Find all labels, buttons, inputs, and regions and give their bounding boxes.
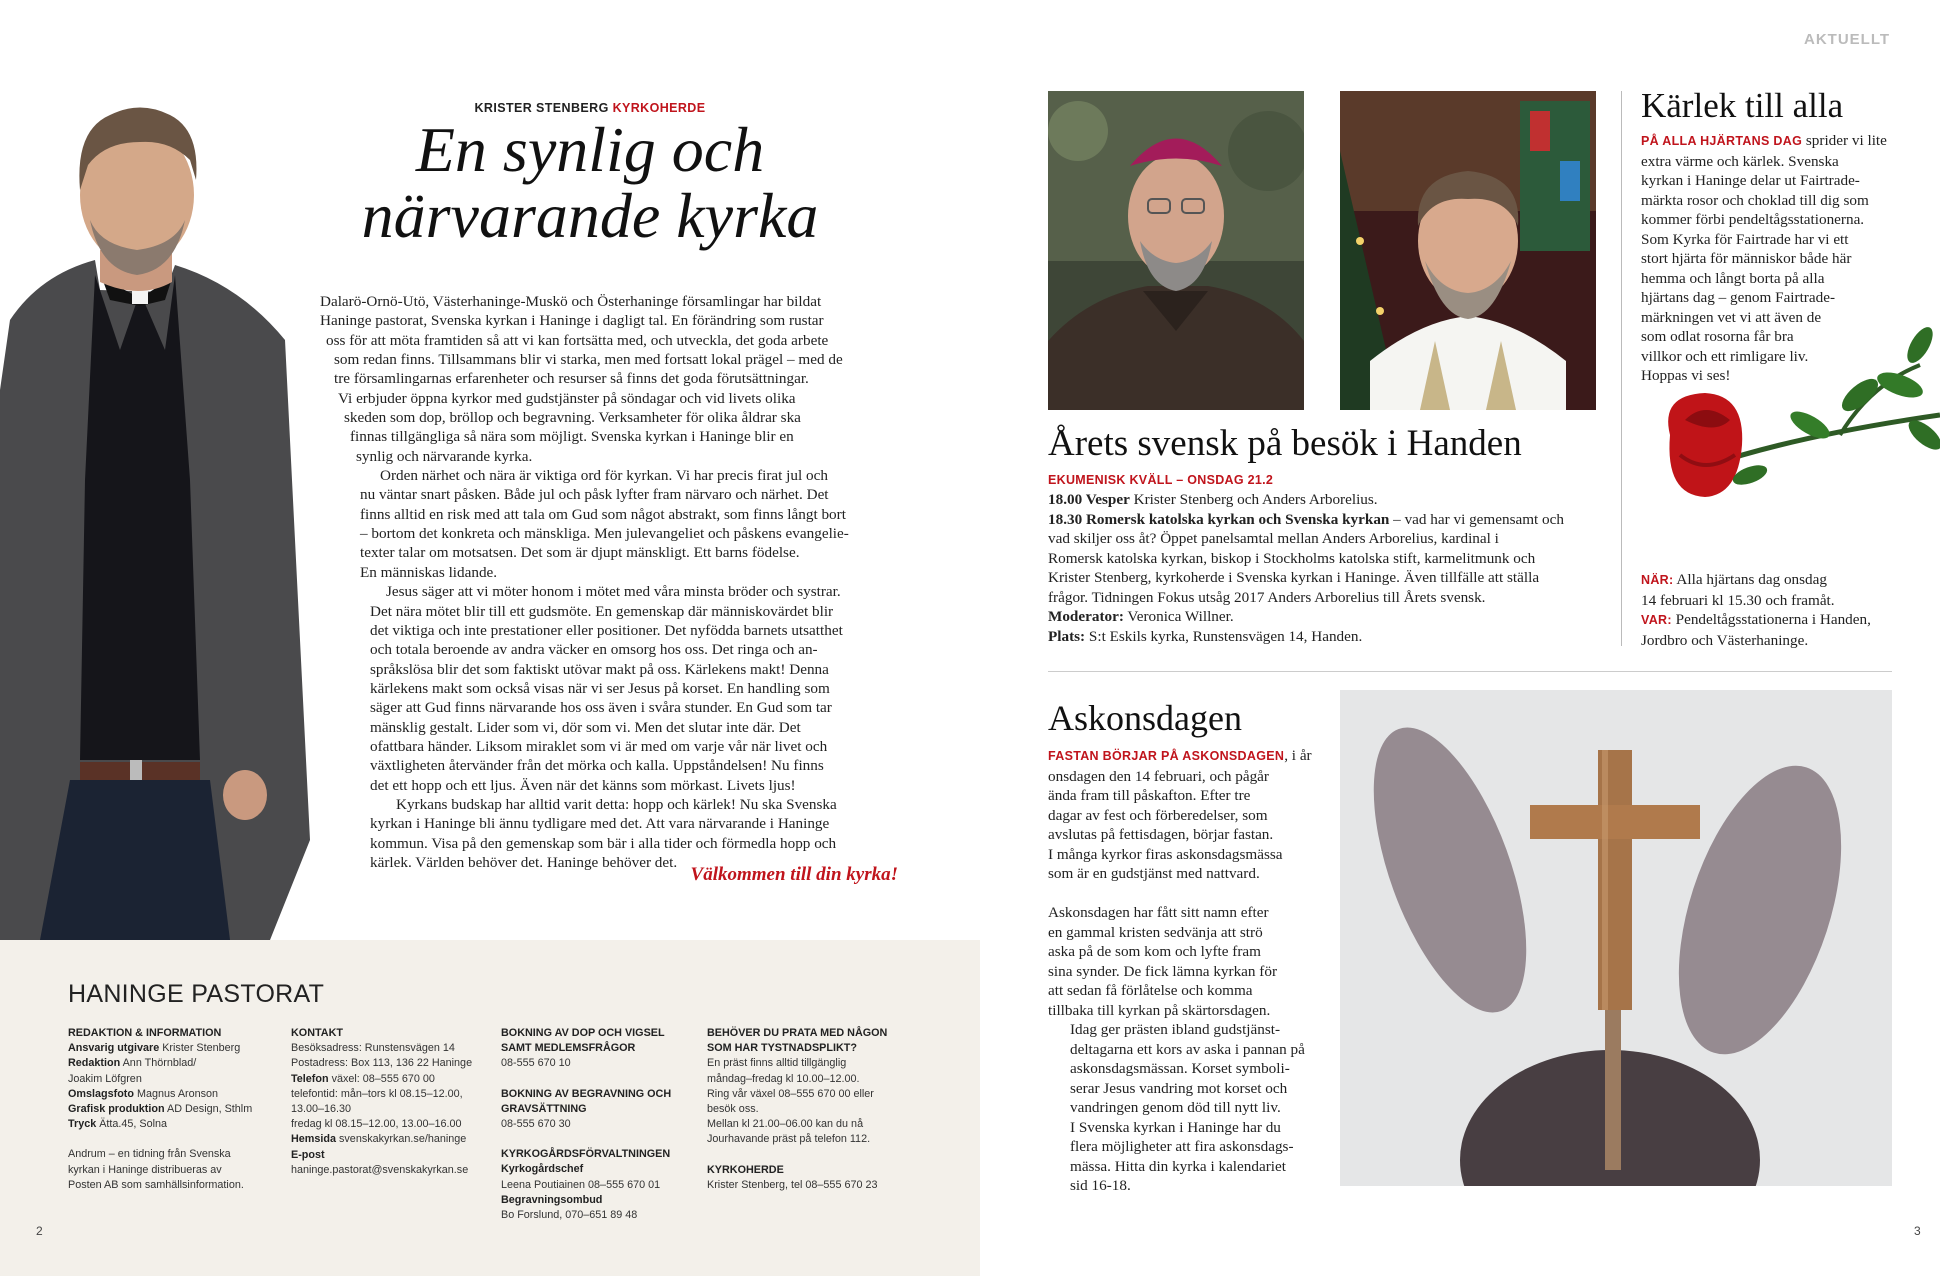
- body-line: nu väntar snart påsken. Både jul och påsk lyfter fram närvaro och närhet. Det: [360, 486, 829, 504]
- text-span: – vad har vi gemensamt och: [1389, 510, 1564, 528]
- masthead-col-redaktion: [68, 1026, 278, 1193]
- body-line: – bortom det konkreta och mänskliga. Men julevangeliet och påskens evangelie-: [360, 525, 849, 543]
- body-line: ända fram till påskafton. Efter tre: [1048, 787, 1251, 804]
- phone-hours: telefontid: mån–tors kl 08.15–12.00,: [291, 1087, 463, 1100]
- phone-hours: fredag kl 08.15–12.00, 13.00–16.00: [291, 1118, 462, 1131]
- closing-line: Välkommen till din kyrka!: [690, 864, 898, 885]
- text-span: 14 februari kl 15.30 och framåt.: [1641, 591, 1835, 609]
- col-heading: REDAKTION & INFORMATION: [68, 1027, 222, 1039]
- article-body: [320, 292, 900, 872]
- col-heading: KONTAKT: [291, 1027, 343, 1039]
- credit-value: Joakim Löfgren: [68, 1072, 142, 1085]
- body-line: märkta rosor och choklad till dig som: [1641, 191, 1869, 209]
- photo-cross-shadow: [1340, 690, 1892, 1186]
- body-line: texter talar om motsatsen. Det som är djupt mänskligt. Ett barns födelse.: [360, 544, 800, 562]
- credit-row: [68, 1072, 278, 1087]
- body-line: kommun. Visa på den gemenskap som bär i alla tider och förmedla hopp och: [370, 834, 837, 852]
- phone-value: 08-555 670 10: [501, 1057, 571, 1070]
- askonsdagen-kicker: FASTAN BÖRJAR PÅ ASKONSDAGEN: [1048, 749, 1285, 763]
- body-line: som redan finns. Tillsammans blir vi starka, men med fortsatt lokal prägel – med de: [334, 351, 843, 369]
- body-line: kärlekens makt som också visas när vi ser Jesus på korset. En handling som: [370, 679, 830, 697]
- sub-heading: Begravningsombud: [501, 1193, 603, 1206]
- phone-value: 08-555 670 30: [501, 1118, 571, 1131]
- time-label: 18.30 Romersk katolska kyrkan och Svenska kyrkan: [1048, 510, 1390, 528]
- address-line: Postadress: Box 113, 136 22 Haninge: [291, 1057, 473, 1070]
- address-line: Besöksadress: Runstensvägen 14: [291, 1042, 455, 1055]
- body-line: Dalarö-Ornö-Utö, Västerhaninge-Muskö och Österhaninge församlingar har bildat: [320, 293, 822, 310]
- masthead-col-tystnadsplikt: [707, 1026, 927, 1193]
- phone-value: växel: 08–555 670 00: [328, 1072, 435, 1085]
- col-heading: KYRKOGÅRDSFÖRVALTNINGEN: [501, 1148, 671, 1161]
- body-line: sid 16-18.: [1070, 1177, 1131, 1194]
- info-line: Mellan kl 21.00–06.00 kan du nå: [707, 1118, 864, 1131]
- body-line: kyrkan i Haninge delar ut Fairtrade-: [1641, 172, 1860, 189]
- masthead-title: HANINGE PASTORAT: [68, 980, 325, 1008]
- body-line: kyrkan i Haninge bli ännu tydligare med det. Att vara närvarande i Haninge: [370, 815, 830, 833]
- phone-label: Telefon: [291, 1072, 329, 1085]
- text-span: Krister Stenberg och Anders Arborelius.: [1129, 491, 1378, 508]
- rose-image: [1620, 325, 1940, 560]
- body-line: tillbaka till kyrkan på skärtorsdagen.: [1048, 1001, 1271, 1019]
- body-line: Krister Stenberg, kyrkoherde i Svenska kyrkan i Haninge. Även tillfälle att ställa: [1048, 569, 1540, 586]
- contact-value: Leena Poutiainen 08–555 670 01: [501, 1178, 661, 1191]
- body-line: det ett hopp och ett ljus. Även när det känns som mörkast. Livets ljus!: [370, 776, 796, 794]
- distribution-note: Andrum – en tidning från Svenska: [68, 1148, 231, 1161]
- article-title-arets-svensk: Årets svensk på besök i Handen: [1048, 423, 1522, 464]
- body-line: kärlek. Världen behöver det. Haninge behöver det.: [370, 853, 678, 871]
- body-line: onsdagen den 14 februari, och pågår: [1048, 767, 1269, 785]
- karlek-when-where: [1641, 570, 1931, 650]
- text-span: Alla hjärtans dag onsdag: [1673, 571, 1827, 588]
- distribution-note: kyrkan i Haninge distribueras av: [68, 1163, 222, 1176]
- masthead-col-bokning: [501, 1026, 701, 1223]
- body-line: serar Jesus vandring mot korset och: [1070, 1079, 1288, 1097]
- body-line: mässa. Hitta din kyrka i kalendariet: [1070, 1157, 1286, 1175]
- body-line: språkslösa blir det som faktiskt utövar makt på oss. Kärlekens makt! Denna: [370, 660, 829, 678]
- body-line: tre församlingarnas erfarenheter och resurser så finns det goda förutsättningar.: [334, 370, 809, 388]
- photo-krister-stenberg: [1340, 91, 1596, 410]
- body-line: skeden som dop, bröllop och begravning. Verksamheter för olika åldrar ska: [344, 409, 801, 427]
- page-number-left: 2: [36, 1224, 43, 1238]
- body-line: Hoppas vi ses!: [1641, 367, 1731, 384]
- col-heading: SOM HAR TYSTNADSPLIKT?: [707, 1042, 857, 1055]
- web-label: Hemsida: [291, 1133, 337, 1146]
- byline-name: KRISTER STENBERG: [474, 101, 609, 115]
- body-line: I Svenska kyrkan i Haninge har du: [1070, 1118, 1281, 1136]
- body-line: Romersk katolska kyrkan, biskop i Stockholms katolska stift, karmelitmunk och: [1048, 549, 1536, 567]
- body-line: aska på de som kom och lyfte fram: [1048, 943, 1261, 960]
- body-line: Kyrkans budskap har alltid varit detta: hopp och kärlek! Nu ska Svenska: [396, 795, 837, 813]
- body-line: flera möjligheter att fira askonsdags-: [1070, 1138, 1294, 1155]
- credit-row: [68, 1117, 278, 1132]
- body-line: sina synder. De fick lämna kyrkan för: [1048, 962, 1278, 980]
- article-headline: [300, 114, 880, 251]
- body-line: hjärtans dag – genom Fairtrade-: [1641, 289, 1835, 306]
- body-line: ofattbara händer. Liksom miraklet som vi är med om varje vår när livet och: [370, 737, 828, 755]
- credit-label: Tryck: [68, 1118, 97, 1131]
- body-line: avslutas på fettisdagen, börjar fastan.: [1048, 826, 1274, 843]
- body-line: stort hjärta för människor både här: [1641, 250, 1852, 267]
- email-label: E-post: [291, 1148, 325, 1161]
- body-line: det viktiga och inte prestationer eller positioner. Det nyfödda barnets utsatthet: [370, 621, 843, 639]
- text-span: , i år: [1284, 747, 1312, 764]
- body-line: säger att Gud finns närvarande hos oss även i svåra stunder. En Gud som tar: [370, 699, 832, 717]
- body-line: frågor. Tidningen Fokus utsåg 2017 Anders Arborelius till Årets svensk.: [1048, 588, 1486, 606]
- body-line: och totala beroende av andra väcker en omsorg hos oss. Det ringa och an-: [370, 641, 818, 659]
- text-span: sprider vi lite: [1802, 132, 1887, 149]
- body-line: Askonsdagen har fått sitt namn efter: [1048, 904, 1269, 921]
- contact-value: Krister Stenberg, tel 08–555 670 23: [707, 1178, 878, 1191]
- text-span: Veronica Willner.: [1123, 608, 1234, 625]
- credit-row: [68, 1056, 278, 1071]
- byline: [300, 101, 880, 115]
- headline-line-1: En synlig och: [415, 114, 765, 185]
- article-title-karlek: Kärlek till alla: [1641, 86, 1844, 125]
- body-line: kommer förbi pendeltågsstationerna.: [1641, 211, 1865, 228]
- moderator-label: Moderator:: [1048, 608, 1124, 625]
- body-line: Orden närhet och nära är viktiga ord för kyrkan. Vi har precis firat jul och: [380, 467, 828, 485]
- credit-row: [68, 1087, 278, 1102]
- when-label: NÄR:: [1641, 573, 1674, 587]
- portrait-photo-krister-stenberg: [0, 60, 320, 940]
- distribution-note: Posten AB som samhällsinformation.: [68, 1178, 244, 1191]
- text-span: S:t Eskils kyrka, Runstensvägen 14, Handen.: [1085, 627, 1363, 645]
- body-line: vad skiljer oss åt? Öppet panelsamtal mellan Anders Arborelius, kardinal i: [1048, 530, 1499, 547]
- body-line: deltagarna ett kors av aska i pannan på: [1070, 1040, 1305, 1058]
- body-line: extra värme och kärlek. Svenska: [1641, 152, 1839, 170]
- photo-anders-arborelius: [1048, 91, 1304, 410]
- section-label: AKTUELLT: [1804, 31, 1891, 48]
- credit-label: Ansvarig utgivare: [68, 1042, 160, 1055]
- col-heading: BOKNING AV DOP OCH VIGSEL: [501, 1027, 665, 1039]
- section-divider: [1048, 671, 1892, 672]
- phone-hours: 13.00–16.30: [291, 1103, 352, 1116]
- info-line: Jourhavande präst på telefon 112.: [707, 1133, 871, 1146]
- page-number-right: 3: [1914, 1224, 1921, 1238]
- credit-row: [68, 1041, 278, 1056]
- body-line: finns alltid en risk med att tala om Gud som något abstrakt, som finns långt bort: [360, 505, 846, 523]
- body-line: vandringen genom död till nytt liv.: [1070, 1099, 1281, 1116]
- col-heading: BEHÖVER DU PRATA MED NÅGON: [707, 1027, 888, 1039]
- body-line: dagar av fest och förberedelser, som: [1048, 806, 1268, 824]
- info-line: Ring vår växel 08–555 670 00 eller: [707, 1087, 874, 1100]
- col-heading: SAMT MEDLEMSFRÅGOR: [501, 1042, 636, 1055]
- body-line: Som Kyrka för Fairtrade har vi ett: [1641, 230, 1849, 248]
- info-line: måndag–fredag kl 10.00–12.00.: [707, 1072, 860, 1085]
- info-line: En präst finns alltid tillgänglig: [707, 1057, 847, 1070]
- body-line: oss för att möta framtiden så att vi kan fortsätta med, och utveckla, det goda arbete: [326, 331, 829, 349]
- body-line: synlig och närvarande kyrka.: [356, 447, 533, 465]
- web-link[interactable]: svenskakyrkan.se/haninge: [336, 1133, 467, 1146]
- body-line: växtligheten återvänder från det mörka och kalla. Uppståndelsen! Nu finns: [370, 757, 824, 775]
- body-line: en gammal kristen sedvänja att strö: [1048, 923, 1263, 941]
- body-line: märkningen vet vi att även de: [1641, 308, 1822, 326]
- body-line: villkor och ett rimligare liv.: [1641, 347, 1809, 365]
- byline-role: KYRKOHERDE: [612, 101, 706, 115]
- credit-value: Krister Stenberg: [159, 1042, 241, 1055]
- karlek-kicker: PÅ ALLA HJÄRTANS DAG: [1641, 134, 1803, 148]
- body-line: Jesus säger att vi möter honom i mötet med våra minsta bröder och systrar.: [386, 583, 841, 601]
- col-heading: GRAVSÄTTNING: [501, 1102, 587, 1115]
- body-line: hemma och långt borta på alla: [1641, 269, 1825, 287]
- credit-value: Ätta.45, Solna: [96, 1118, 168, 1131]
- body-line: som odlat rosorna får bra: [1641, 328, 1794, 345]
- askonsdagen-body: [1048, 746, 1328, 1196]
- text-span: Pendeltågsstationerna i Handen,: [1671, 611, 1871, 628]
- info-line: besök oss.: [707, 1103, 759, 1116]
- time-label: 18.00 Vesper: [1048, 491, 1130, 508]
- place-label: Plats:: [1048, 627, 1086, 645]
- body-line: att sedan få förlåtelse och komma: [1048, 982, 1253, 999]
- col-heading: BOKNING AV BEGRAVNING OCH: [501, 1087, 672, 1100]
- body-line: finnas tillgängliga så nära som möjligt. Svenska kyrkan i Haninge blir en: [350, 428, 794, 446]
- contact-value: Bo Forslund, 070–651 89 48: [501, 1209, 638, 1222]
- where-label: VAR:: [1641, 613, 1672, 627]
- arets-svensk-body: [1048, 490, 1618, 646]
- body-line: Det nära mötet blir till ett gudsmöte. En gemenskap där människovärdet blir: [370, 602, 834, 620]
- credit-label: Grafisk produktion: [68, 1103, 165, 1116]
- sub-heading: Kyrkogårdschef: [501, 1163, 584, 1176]
- body-line: En människas lidande.: [360, 563, 498, 581]
- body-line: Idag ger prästen ibland gudstjänst-: [1070, 1021, 1281, 1038]
- headline-line-2: närvarande kyrka: [361, 180, 819, 251]
- credit-value: Ann Thörnblad/: [120, 1057, 197, 1070]
- email-link[interactable]: haninge.pastorat@svenskakyrkan.se: [291, 1163, 469, 1176]
- body-line: I många kyrkor firas askonsdagsmässa: [1048, 845, 1283, 863]
- body-line: askonsdagsmässan. Korset symboli-: [1070, 1060, 1290, 1077]
- credit-row: [68, 1102, 278, 1117]
- body-line: Vi erbjuder öppna kyrkor med gudstjänster på söndagar och vid livets olika: [338, 389, 796, 407]
- article-title-askonsdagen: Askonsdagen: [1048, 698, 1242, 738]
- col-heading: KYRKOHERDE: [707, 1163, 784, 1176]
- credit-value: AD Design, Sthlm: [164, 1103, 253, 1116]
- event-kicker: EKUMENISK KVÄLL – ONSDAG 21.2: [1048, 473, 1274, 487]
- body-line: Haninge pastorat, Svenska kyrkan i Haninge i dagligt tal. En förändring som rustar: [320, 312, 824, 330]
- credit-value: Magnus Aronson: [134, 1087, 219, 1100]
- masthead-col-kontakt: [291, 1026, 491, 1178]
- credit-label: Omslagsfoto: [68, 1087, 134, 1100]
- body-line: mänsklig gestalt. Lider som vi, dör som vi. Men det slutar inte där. Det: [370, 718, 801, 736]
- body-line: som är en gudstjänst med nattvard.: [1048, 865, 1260, 882]
- text-span: Jordbro och Västerhaninge.: [1641, 631, 1809, 649]
- credit-label: Redaktion: [68, 1057, 121, 1070]
